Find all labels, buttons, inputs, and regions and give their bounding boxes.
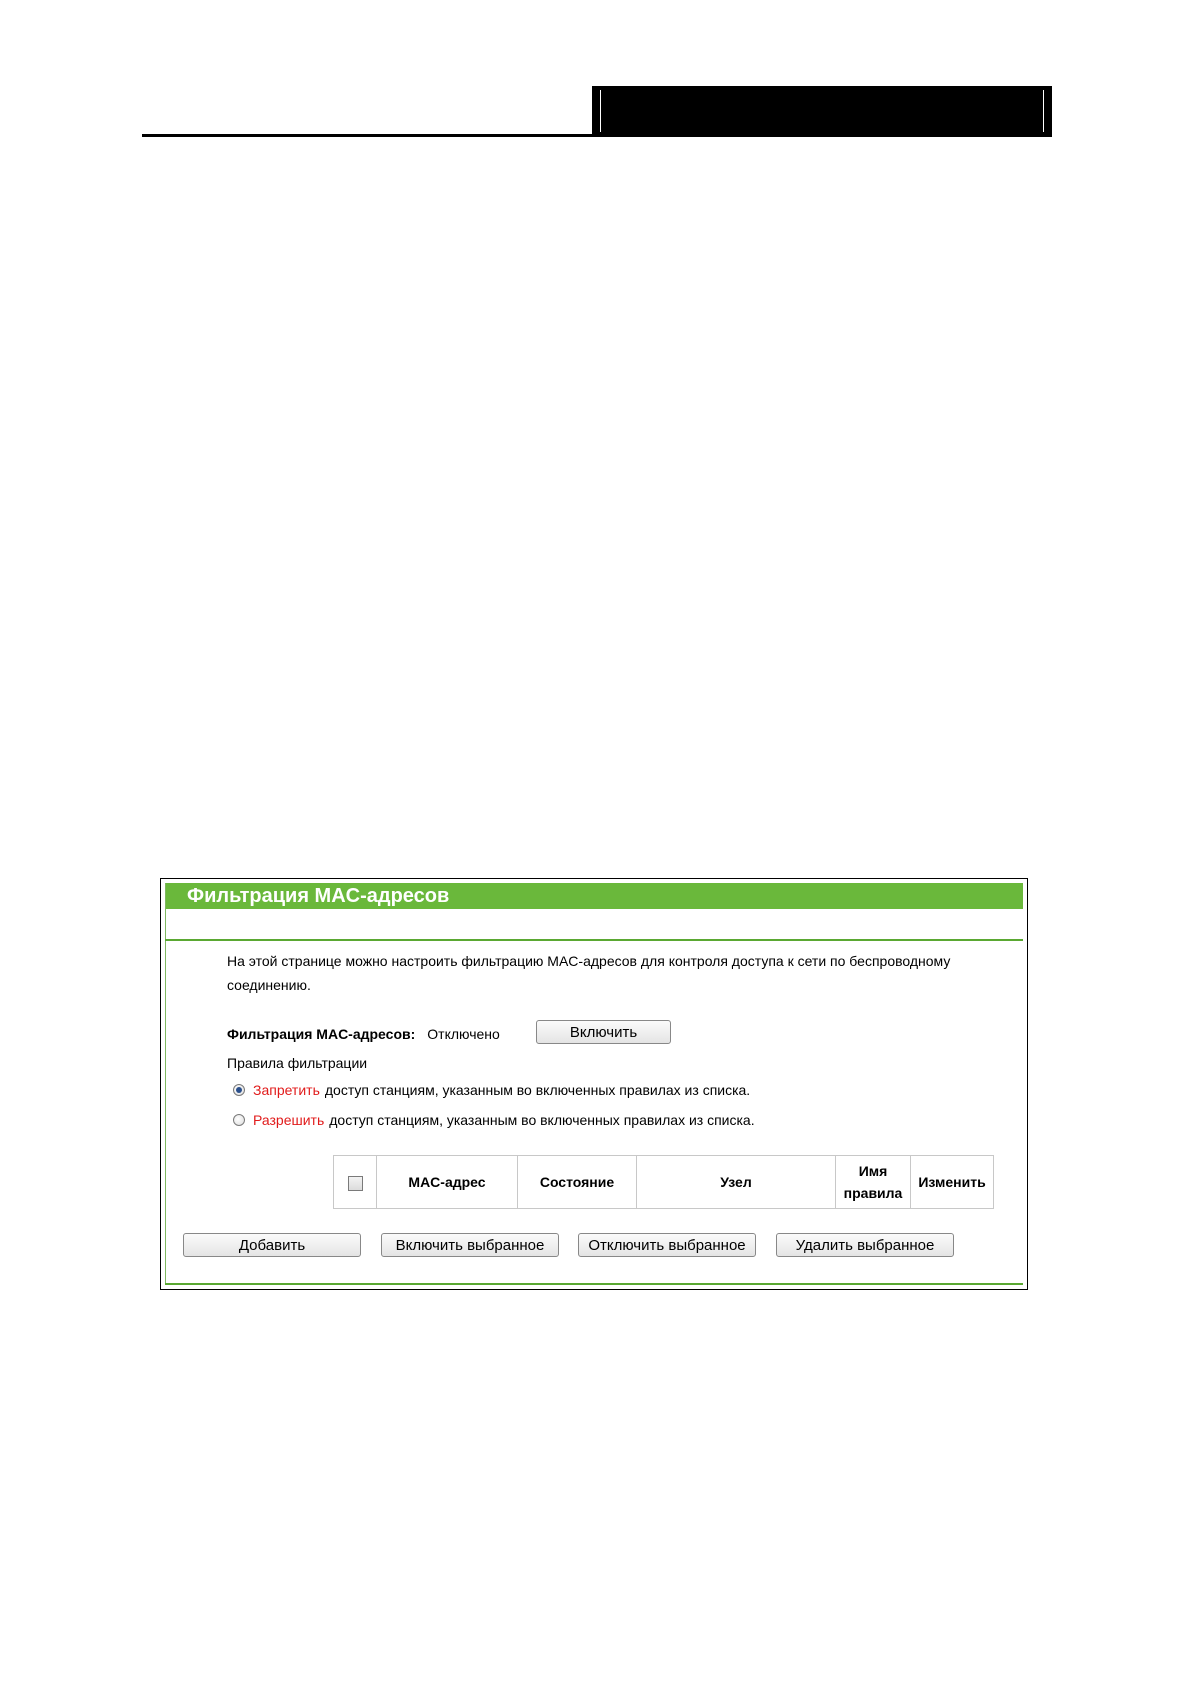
enable-selected-button[interactable]: Включить выбранное xyxy=(381,1233,559,1257)
column-edit: Изменить xyxy=(911,1156,994,1209)
allow-option-text: доступ станциям, указанным во включенных правилах из списка. xyxy=(329,1112,755,1128)
mac-filter-panel xyxy=(160,878,1028,1290)
panel-divider-top xyxy=(165,939,1023,941)
deny-radio[interactable] xyxy=(233,1084,245,1096)
enable-button[interactable]: Включить xyxy=(536,1020,671,1044)
allow-keyword: Разрешить xyxy=(253,1112,325,1128)
filter-status-row xyxy=(227,1021,500,1047)
column-mac: MAC-адрес xyxy=(377,1156,518,1209)
column-host: Узел xyxy=(637,1156,836,1209)
deny-keyword: Запретить xyxy=(253,1082,320,1098)
document-header-rule xyxy=(142,134,1052,137)
rules-table xyxy=(333,1155,994,1209)
disable-selected-button[interactable]: Отключить выбранное xyxy=(578,1233,756,1257)
add-button[interactable]: Добавить xyxy=(183,1233,361,1257)
panel-left-rule xyxy=(165,883,166,1283)
deny-option[interactable] xyxy=(233,1079,750,1101)
document-header-box xyxy=(592,86,1052,136)
page-description: На этой странице можно настроить фильтрацию MAC-адресов для контроля доступа к сети по беспроводному соединению. xyxy=(227,953,951,993)
select-all-checkbox[interactable] xyxy=(348,1176,363,1191)
column-rule-name: Имя правила xyxy=(836,1156,911,1209)
filter-rules-title: Правила фильтрации xyxy=(227,1055,368,1071)
panel-divider-bottom xyxy=(165,1283,1023,1285)
panel-title: Фильтрация MAC-адресов xyxy=(187,885,450,907)
allow-option[interactable] xyxy=(233,1109,755,1131)
delete-selected-button[interactable]: Удалить выбранное xyxy=(776,1233,954,1257)
filter-status-value: Отключено xyxy=(427,1026,500,1042)
column-state: Состояние xyxy=(518,1156,637,1209)
filter-status-label: Фильтрация MAC-адресов: xyxy=(227,1026,416,1042)
allow-radio[interactable] xyxy=(233,1114,245,1126)
select-all-cell xyxy=(334,1156,377,1209)
panel-title-bar xyxy=(165,883,1023,909)
table-header-row xyxy=(334,1156,994,1209)
deny-option-text: доступ станциям, указанным во включенных правилах из списка. xyxy=(324,1082,751,1098)
